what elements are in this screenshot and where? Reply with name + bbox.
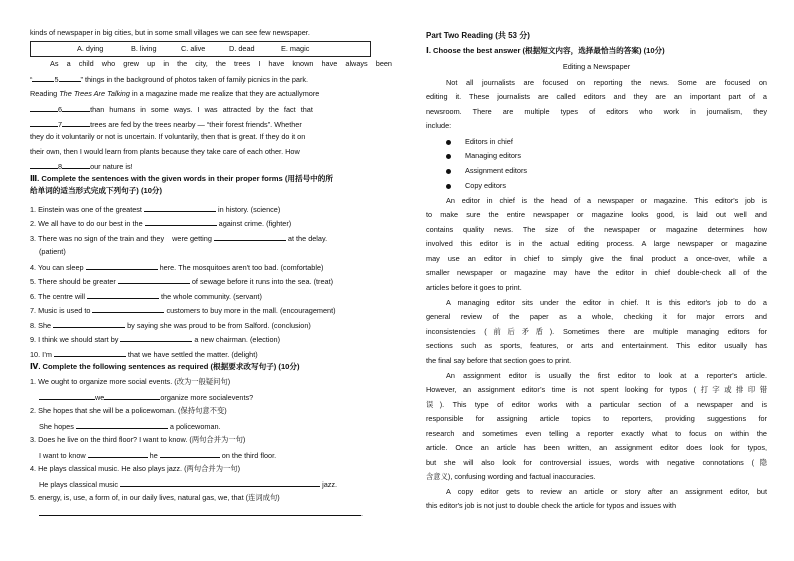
answer-blank[interactable] (39, 507, 361, 516)
article-line: responsible for assigning article topics to reporters, providing suggestions for (426, 414, 767, 423)
article-line: to make sure the entire newspaper or magazine looks good, is laid out well and (426, 210, 767, 219)
word-option: E. magic (281, 44, 310, 53)
article-line: include: (426, 121, 452, 130)
bullet-icon (446, 184, 451, 189)
answer-blank[interactable] (88, 449, 148, 458)
bullet-item: Managing editors (446, 150, 521, 161)
exercise-item-cont: (patient) (39, 247, 66, 256)
answer-blank[interactable] (86, 261, 158, 270)
passage-line: they do it voluntarily or not is uncertain. If voluntarily, then that is great. If they do it on (30, 132, 306, 141)
article-line: involved this editor is in the actual editing process. A large newspaper or magazine (426, 239, 767, 248)
bullet-icon (446, 154, 451, 159)
answer-blank-5b[interactable] (59, 73, 81, 82)
article-line: this editor's job is not just to double check the article for typos and issues with (426, 501, 677, 510)
magazine-title: The Trees Are Talking (59, 89, 130, 98)
article-line: An editor in chief is the head of a newspaper or magazine. This editor's job is (446, 196, 767, 205)
article-line: 含意义), confusing wording and factual inaccuracies. (426, 472, 596, 481)
answer-blank[interactable] (76, 420, 168, 429)
passage-line (30, 103, 313, 115)
article-line: but she will also look for controversial issues, words with negative connotations (隐 (426, 458, 767, 467)
passage-text: trees are fed by the trees nearby — “their forest friends”. Whether (90, 120, 302, 129)
article-line: the final say before that section goes to print. (426, 356, 572, 365)
answer-blank[interactable] (214, 232, 286, 241)
article-line: A managing editor sits under the editor in chief. It is this editor's job to do a (446, 298, 767, 307)
answer-blank-6b[interactable] (62, 103, 90, 112)
passage-text: ” things in the background of photos taken of family picnics in the park. (80, 75, 309, 84)
exercise-item: 6. The centre will the whole community. (servant) (30, 292, 262, 301)
rewrite-answer-line: . (39, 507, 363, 519)
rewrite-item: 1. We ought to organize more social events. (改为一般疑问句) (30, 377, 231, 386)
blank-number: 8 (58, 162, 63, 171)
word-options-box (30, 41, 371, 57)
article-line: articles before it goes to print. (426, 283, 522, 292)
passage-line (30, 73, 308, 85)
article-line: article. Once an article has been written, an assignment editor does look for typos, (426, 443, 767, 452)
passage-text: than humans in some ways. I was attracted by the fact that (90, 105, 313, 114)
exercise-item: 7. Music is used to customers to buy more in the mall. (encouragement) (30, 306, 336, 315)
passage-text: in a magazine made me realize that they are actuallymore (129, 89, 320, 98)
article-line: However, an assignment editor’s time is not spent looking for typos (打字或排印错 (426, 385, 767, 394)
section4-title: Ⅳ. Complete the following sentences as required (根据要求改写句子) (10分) (30, 362, 300, 371)
blank-number: 7 (58, 120, 63, 129)
section3-title-cont: 给单词的适当形式完成下列句子) (10分) (30, 186, 163, 195)
rewrite-item: 3. Does he live on the third floor? I want to know. (两句合并为一句) (30, 435, 246, 444)
bullet-item: Copy editors (446, 180, 506, 191)
exercise-item: 3. There was no sign of the train and they were getting at the delay. (30, 234, 328, 243)
answer-blank[interactable] (160, 449, 220, 458)
answer-blank[interactable] (145, 217, 217, 226)
answer-blank-6[interactable] (30, 103, 58, 112)
answer-blank[interactable] (39, 391, 95, 400)
exercise-item: 2. We all have to do our best in the against crime. (fighter) (30, 219, 292, 228)
rewrite-answer: I want to know he on the third floor. (39, 451, 277, 460)
bullet-item: Editors in chief (446, 136, 513, 147)
rewrite-item: 2. She hopes that she will be a policewoman. (保持句意不变) (30, 406, 227, 415)
passage-line: their own, then I would learn from plants because they take care of each other. How (30, 147, 300, 156)
article-line: Not all journalists are focused on reporting the news. Some are focused on (446, 78, 767, 87)
exercise-item: 5. There should be greater of sewage before it runs into the sea. (treat) (30, 277, 334, 286)
answer-blank[interactable] (120, 333, 192, 342)
rewrite-answer: She hopes a policewoman. (39, 422, 221, 431)
quote-open: “ (30, 75, 33, 84)
passage-line (30, 88, 319, 99)
answer-blank[interactable] (144, 203, 216, 212)
bullet-icon (446, 169, 451, 174)
answer-blank-7[interactable] (30, 118, 58, 127)
article-line: general review of the paper as a whole, checking it for major errors and (426, 312, 767, 321)
word-option: C. alive (181, 44, 206, 53)
section1-title: Ⅰ. Choose the best answer (根据短文内容，选择最恰当的答案) (10分) (426, 46, 665, 55)
answer-blank[interactable] (53, 319, 125, 328)
answer-blank[interactable] (104, 391, 160, 400)
rewrite-answer: He plays classical music jazz. (39, 480, 338, 489)
part-title: Part Two Reading (共 53 分) (426, 31, 530, 40)
answer-blank[interactable] (92, 304, 164, 313)
answer-blank-8[interactable] (30, 160, 58, 169)
exercise-item: 4. You can sleep here. The mosquitoes aren't too bad. (comfortable) (30, 263, 324, 272)
article-line: may use an editor in chief to simply give the final product a once-over, while a (426, 254, 767, 263)
article-line: research and sometimes even telling a reporter exactly what to focus on within the (426, 429, 767, 438)
exercise-item: 1. Einstein was one of the greatest in history. (science) (30, 205, 281, 214)
bullet-icon (446, 140, 451, 145)
blank-number: 6 (58, 105, 63, 114)
article-line: An assignment editor is usually the first editor to look at a reporter's article. (446, 371, 767, 380)
blank-number: 5 (54, 75, 59, 84)
article-line: contains quality news. The size of the newspaper or magazine determines how (426, 225, 767, 234)
word-option: A. dying (77, 44, 104, 53)
article-title: Editing a Newspaper (562, 62, 631, 71)
section3-title: Ⅲ. Complete the sentences with the given words in their proper forms (用括号中的所 (30, 174, 333, 183)
article-line: smaller newspaper or magazine may have the editor in chief double-check all of the (426, 268, 767, 277)
passage-line: As a child who grew up in the city, the trees I have known have always been (50, 59, 392, 68)
exercise-item: 10. I’m that we have settled the matter. (delight) (30, 350, 258, 359)
exercise-item: 8. She by saying she was proud to be from Salford. (conclusion) (30, 321, 311, 330)
article-line: sections such as sports, features, or arts and entertainment. This editor usually has (426, 341, 767, 350)
answer-blank[interactable] (120, 478, 320, 487)
exercise-item: 9. I think we should start by a new chairman. (election) (30, 335, 280, 344)
word-option: D. dead (229, 44, 255, 53)
article-line: A copy editor gets to review an article or story after an assignment editor, but (446, 487, 767, 496)
passage-text: Reading (30, 89, 60, 98)
passage-line (30, 118, 302, 130)
passage-intro-line: kinds of newspaper in big cities, but in some small villages we can see few newspaper. (30, 28, 310, 37)
answer-blank-5[interactable] (32, 73, 54, 82)
rewrite-answer: we organize more socialevents? (39, 391, 253, 403)
word-option: B. living (131, 44, 157, 53)
article-line: 误). This type of editor works with a particular section of a newspaper and is (426, 400, 767, 409)
article-line: newsroom. There are multiple types of editors who work in journalism, they (426, 107, 767, 116)
answer-blank[interactable] (118, 275, 190, 284)
passage-text: our nature is! (90, 162, 133, 171)
answer-blank-7b[interactable] (62, 118, 90, 127)
article-line: editing it. These journalists are called editors and they are an important part of a (426, 92, 767, 101)
answer-blank[interactable] (87, 290, 159, 299)
bullet-item: Assignment editors (446, 165, 527, 176)
rewrite-item: 5. energy, is, use, a form of, in our daily lives, natural gas, we, that (连词成句) (30, 493, 280, 502)
answer-blank-8b[interactable] (62, 160, 90, 169)
answer-blank[interactable] (54, 348, 126, 357)
article-line: inconsistencies (前后矛盾). Sometimes there are multiple managing editors for (426, 327, 767, 336)
rewrite-item: 4. He plays classical music. He also plays jazz. (两句合并为一句) (30, 464, 241, 473)
passage-line (30, 160, 133, 172)
